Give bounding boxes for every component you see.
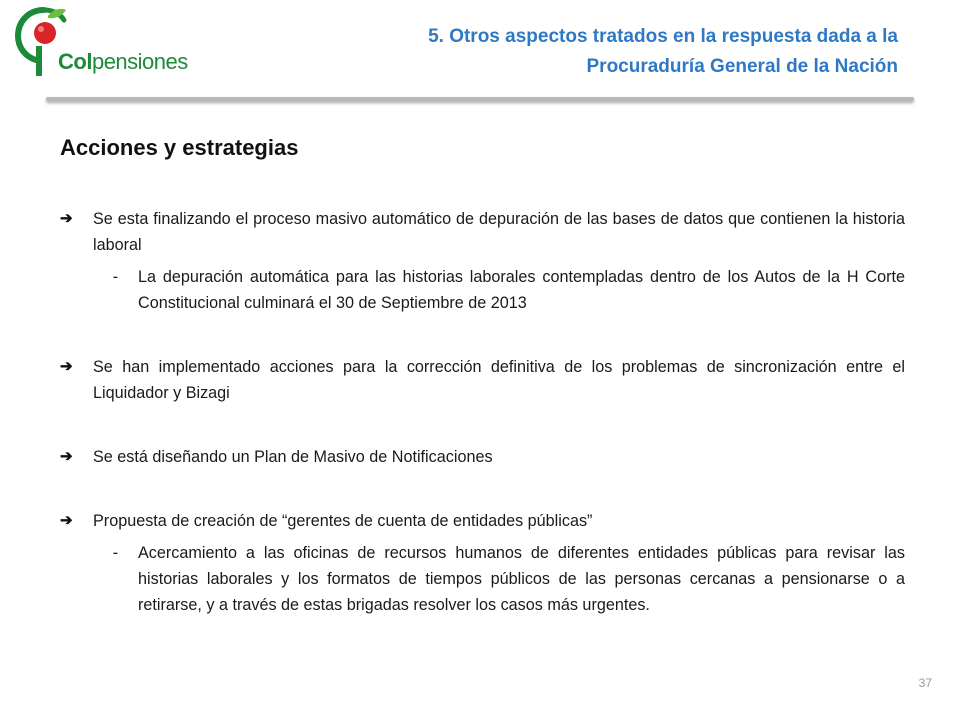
header-divider <box>46 97 914 101</box>
right-arrow-icon: ➔ <box>60 448 73 465</box>
bullet-text: Se han implementado acciones para la corrección definitiva de los problemas de sincronización entre el Liquidador y Bizagi <box>93 358 905 402</box>
sub-item <box>93 264 905 316</box>
list-item <box>60 206 905 258</box>
right-arrow-icon: ➔ <box>60 358 73 375</box>
page-title <box>248 22 898 82</box>
dash-marker: - <box>112 268 119 286</box>
sub-item-text: La depuración automática para las historias laborales contempladas dentro de los Autos de la H Corte Constitucional culminará el 30 de Septiembre de 2013 <box>138 268 905 312</box>
colpensiones-logo <box>14 4 189 80</box>
dash-marker: - <box>112 544 119 562</box>
list-item <box>60 444 905 470</box>
list-item <box>60 508 905 534</box>
sub-item <box>93 540 905 618</box>
title-line-1: 5. Otros aspectos tratados en la respuesta dada a la <box>428 26 898 47</box>
list-item <box>60 354 905 406</box>
bullet-text: Se esta finalizando el proceso masivo automático de depuración de las bases de datos que contienen la historia laboral <box>93 210 905 254</box>
page-number: 37 <box>918 676 932 690</box>
logo-wordmark: Colpensiones <box>58 49 188 74</box>
bullet-text: Propuesta de creación de “gerentes de cuenta de entidades públicas” <box>93 512 593 530</box>
section-heading: Acciones y estrategias <box>60 135 299 160</box>
bullet-list <box>60 206 905 618</box>
sub-item-text: Acercamiento a las oficinas de recursos humanos de diferentes entidades públicas para revisar las historias laborales y los formatos de tiempos públicos de las personas cercanas a pensionarse o a retirarse, y a través de estas brigadas resolver los casos más urgentes. <box>138 544 905 614</box>
bullet-text: Se está diseñando un Plan de Masivo de Notificaciones <box>93 448 493 466</box>
right-arrow-icon: ➔ <box>60 512 73 529</box>
title-line-2: Procuraduría General de la Nación <box>586 56 898 77</box>
right-arrow-icon: ➔ <box>60 210 73 227</box>
